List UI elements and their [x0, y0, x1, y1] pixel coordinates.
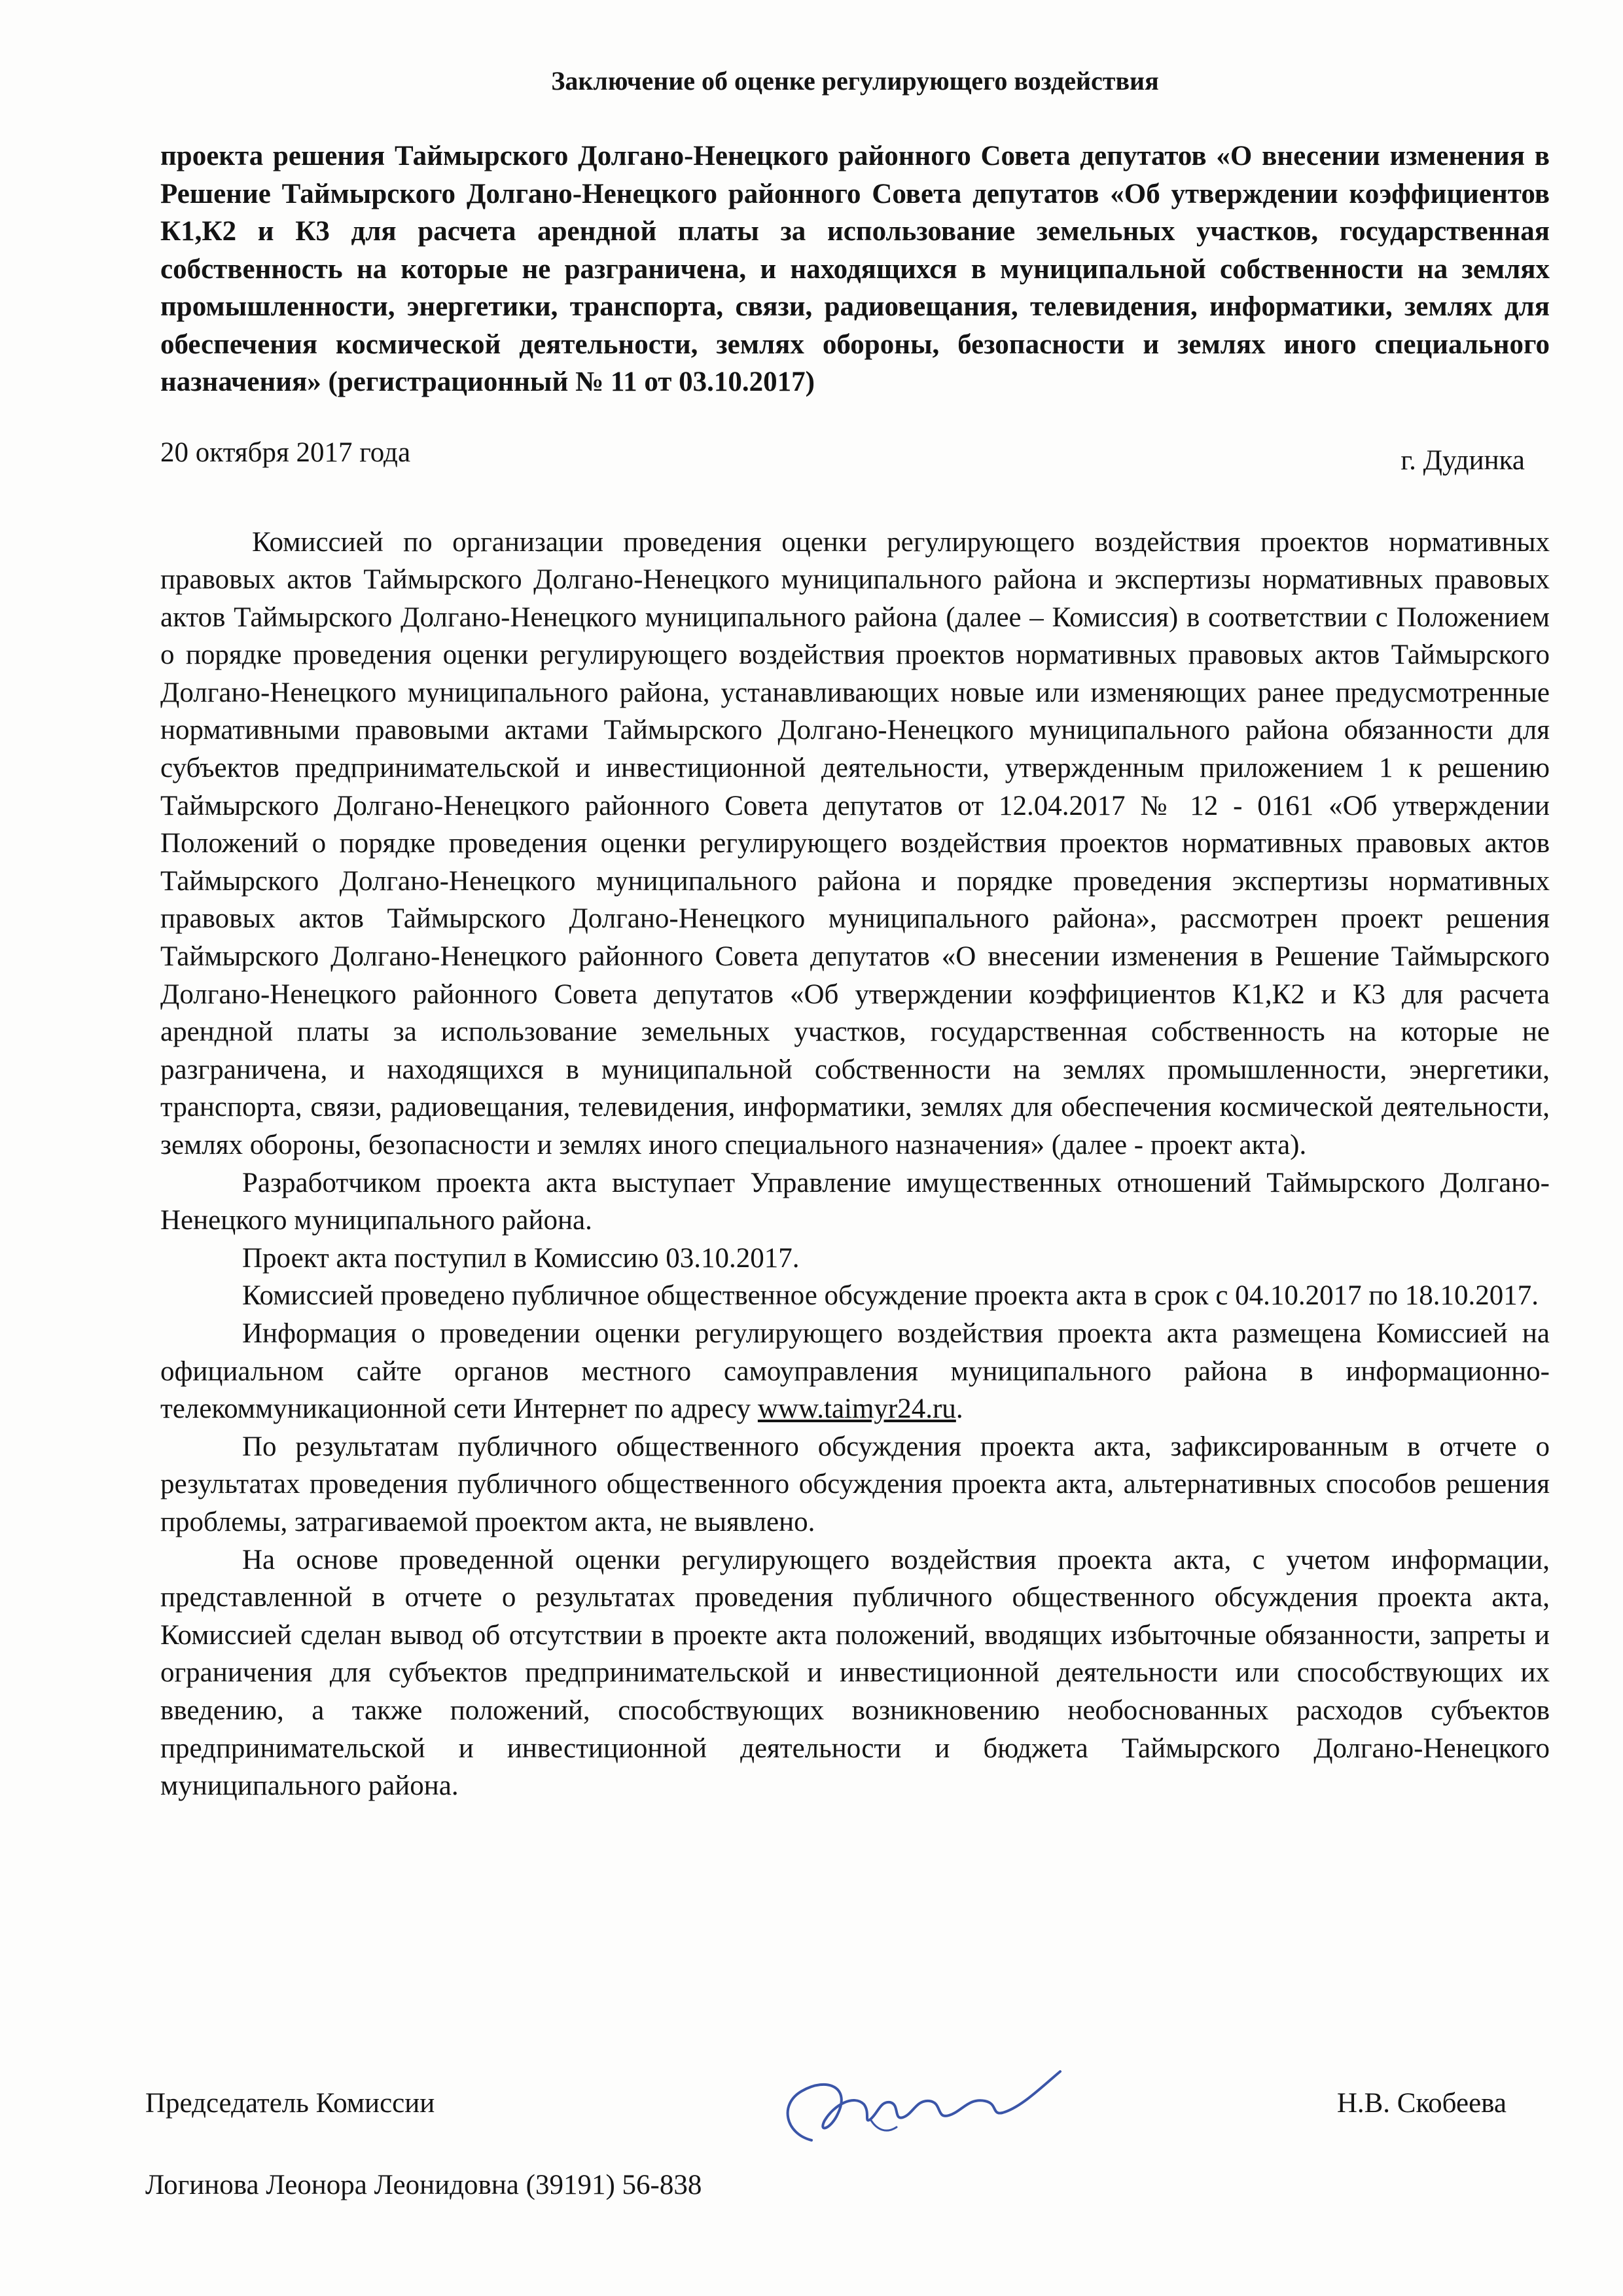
date-place-row [160, 434, 1550, 479]
info-tail: . [955, 1393, 963, 1425]
paragraph-info [160, 1315, 1550, 1428]
website-link[interactable]: www.taimyr24.ru [757, 1393, 956, 1425]
paragraph: Разработчиком проекта акта выступает Управление имущественных отношений Таймырского Долгано-Ненецкого муниципального района. [160, 1167, 1550, 1236]
document-body [160, 524, 1550, 1805]
document-subject: проекта решения Таймырского Долгано-Ненецкого районного Совета депутатов «О внесении изменения в Решение Таймырского Долгано-Ненецкого районного Совета депутатов «Об утверждении коэффициентов К1,К2 и К3 для расчета арендной платы за использование земельных участков, государственная собственность на которые не разграничена, и находящихся в муниципальной собственности на землях промышленности, энергетики, транспорта, связи, радиовещания, телевидения, информатики, землях для обеспечения космической деятельности, землях обороны, безопасности и землях иного специального назначения» (регистрационный № 11 от 03.10.2017) [160, 141, 1550, 397]
signatory-name: Н.В. Скобеева [1336, 2088, 1507, 2119]
info-text: Информация о проведении оценки регулирующего воздействия проекта акта размещена Комиссией на официальном сайте органов местного самоуправления муниципального района в информационно-телекоммуникационной сети Интернет по адресу [160, 1318, 1550, 1425]
signature-row [145, 2085, 1507, 2122]
paragraph: На основе проведенной оценки регулирующего воздействия проекта акта, с учетом информации, представленной в отчете о результатах проведения публичного общественного обсуждения проекта акта, Комиссией сделан вывод об отсутствии в проекте акта положений, вводящих избыточные обязанности, запреты и ограничения для субъектов предпринимательской и инвестиционной деятельности или способствующих их введению, а также положений, способствующих возникновению необоснованных расходов субъектов предпринимательской и инвестиционной деятельности и бюджета Таймырского Долгано-Ненецкого муниципального района. [160, 1544, 1550, 1802]
paragraph: Проект акта поступил в Комиссию 03.10.2017. [242, 1242, 800, 1274]
document-city: г. Дудинка [1400, 444, 1525, 476]
paragraph: Комиссией по организации проведения оценки регулирующего воздействия проектов нормативных правовых актов Таймырского Долгано-Ненецкого муниципального района и экспертизы нормативных правовых актов Таймырского Долгано-Ненецкого муниципального района (далее – Комиссия) в соответствии с Положением о порядке проведения оценки регулирующего воздействия проектов нормативных правовых актов Таймырского Долгано-Ненецкого муниципального района, устанавливающих новые или изменяющих ранее предусмотренные нормативными правовыми актами Таймырского Долгано-Ненецкого муниципального района обязанности для субъектов предпринимательской и инвестиционной деятельности, утвержденным приложением 1 к решению Таймырского Долгано-Ненецкого районного Совета депутатов от 12.04.2017 № 12 - 0161 «Об утверждении Положений о порядке проведения оценки регулирующего воздействия проектов нормативных правовых актов Таймырского Долгано-Ненецкого муниципального района и порядке проведения экспертизы нормативных правовых актов Таймырского Долгано-Ненецкого муниципального района», рассмотрен проект решения Таймырского Долгано-Ненецкого районного Совета депутатов «О внесении изменения в Решение Таймырского Долгано-Ненецкого районного Совета депутатов «Об утверждении коэффициентов К1,К2 и К3 для расчета арендной платы за использование земельных участков, государственная собственность на которые не разграничена, и находящихся в муниципальной собственности на землях промышленности, энергетики, транспорта, связи, радиовещания, телевидения, информатики, землях для обеспечения космической деятельности, землях обороны, безопасности и землях иного специального назначения» (далее - проект акта). [160, 526, 1550, 1160]
contact-line: Логинова Леонора Леонидовна (39191) 56-838 [145, 2170, 702, 2200]
document-title: Заключение об оценке регулирующего воздействия [551, 66, 1159, 96]
document-date: 20 октября 2017 года [160, 437, 411, 468]
signatory-role: Председатель Комиссии [145, 2088, 435, 2119]
paragraph: Комиссией проведено публичное общественное обсуждение проекта акта в срок с 04.10.2017 по 18.10.2017. [242, 1280, 1539, 1312]
paragraph: По результатам публичного общественного обсуждения проекта акта, зафиксированным в отчете о результатах проведения публичного общественного обсуждения проекта акта, альтернативных способов решения проблемы, затрагиваемой проектом акта, не выявлено. [160, 1431, 1550, 1537]
